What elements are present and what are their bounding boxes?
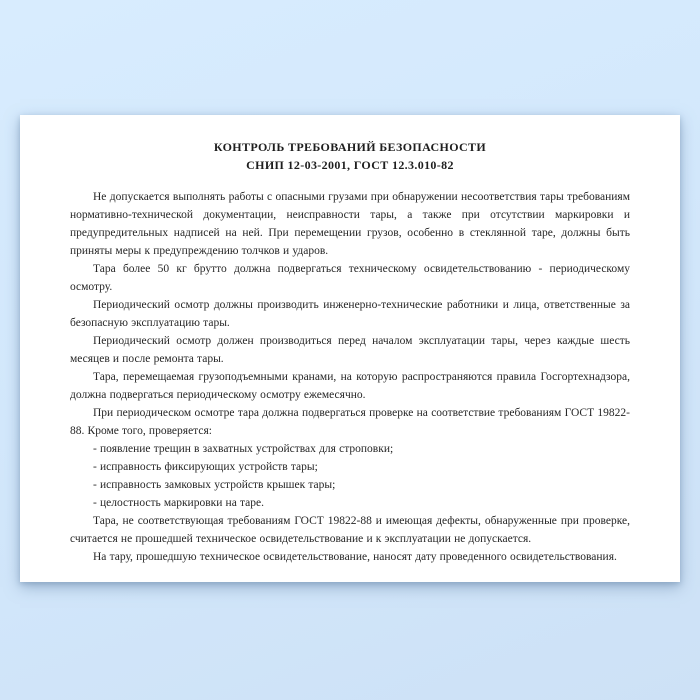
document-page [20,115,680,582]
list-item: - целостность маркировки на таре. [93,497,264,509]
paragraph: Тара более 50 кг брутто должна подвергаться техническому освидетельствованию - периодическому осмотру. [70,263,630,293]
paragraph: Тара, перемещаемая грузоподъемными кранами, на которую распространяются правила Госгортехнадзора, должна подвергаться периодическому осмотру ежемесячно. [70,371,630,401]
paragraph: При периодическом осмотре тара должна подвергаться проверке на соответствие требованиям ГОСТ 19822-88. Кроме того, проверяется: [70,407,630,437]
list-item: - появление трещин в захватных устройствах для строповки; [93,443,394,455]
paragraph: Периодический осмотр должен производиться перед началом эксплуатации тары, через каждые шесть месяцев и после ремонта тары. [70,335,630,365]
list-item: - исправность фиксирующих устройств тары; [93,461,318,473]
paragraph: Не допускается выполнять работы с опасными грузами при обнаружении несоответствия тары требованиям нормативно-технической документации, неисправности тары, а также при отсутствии маркировки и предупредительных надписей на ней. При перемещении грузов, особенно в стеклянной таре, должны быть приняты меры к предупреждению толчков и ударов. [70,191,630,257]
document-subtitle: СНИП 12-03-2001, ГОСТ 12.3.010-82 [246,158,454,172]
paragraph: На тару, прошедшую техническое освидетельствование, наносят дату проведенного освидетельствования. [93,551,617,563]
document-body [70,188,630,566]
list-item: - исправность замковых устройств крышек тары; [93,479,336,491]
paragraph: Тара, не соответствующая требованиям ГОСТ 19822-88 и имеющая дефекты, обнаруженные при проверке, считается не прошедшей техническое освидетельствование и к эксплуатации не допускается. [70,515,630,545]
paragraph: Периодический осмотр должны производить инженерно-технические работники и лица, ответственные за безопасную эксплуатацию тары. [70,299,630,329]
document-title: КОНТРОЛЬ ТРЕБОВАНИЙ БЕЗОПАСНОСТИ [213,140,487,154]
